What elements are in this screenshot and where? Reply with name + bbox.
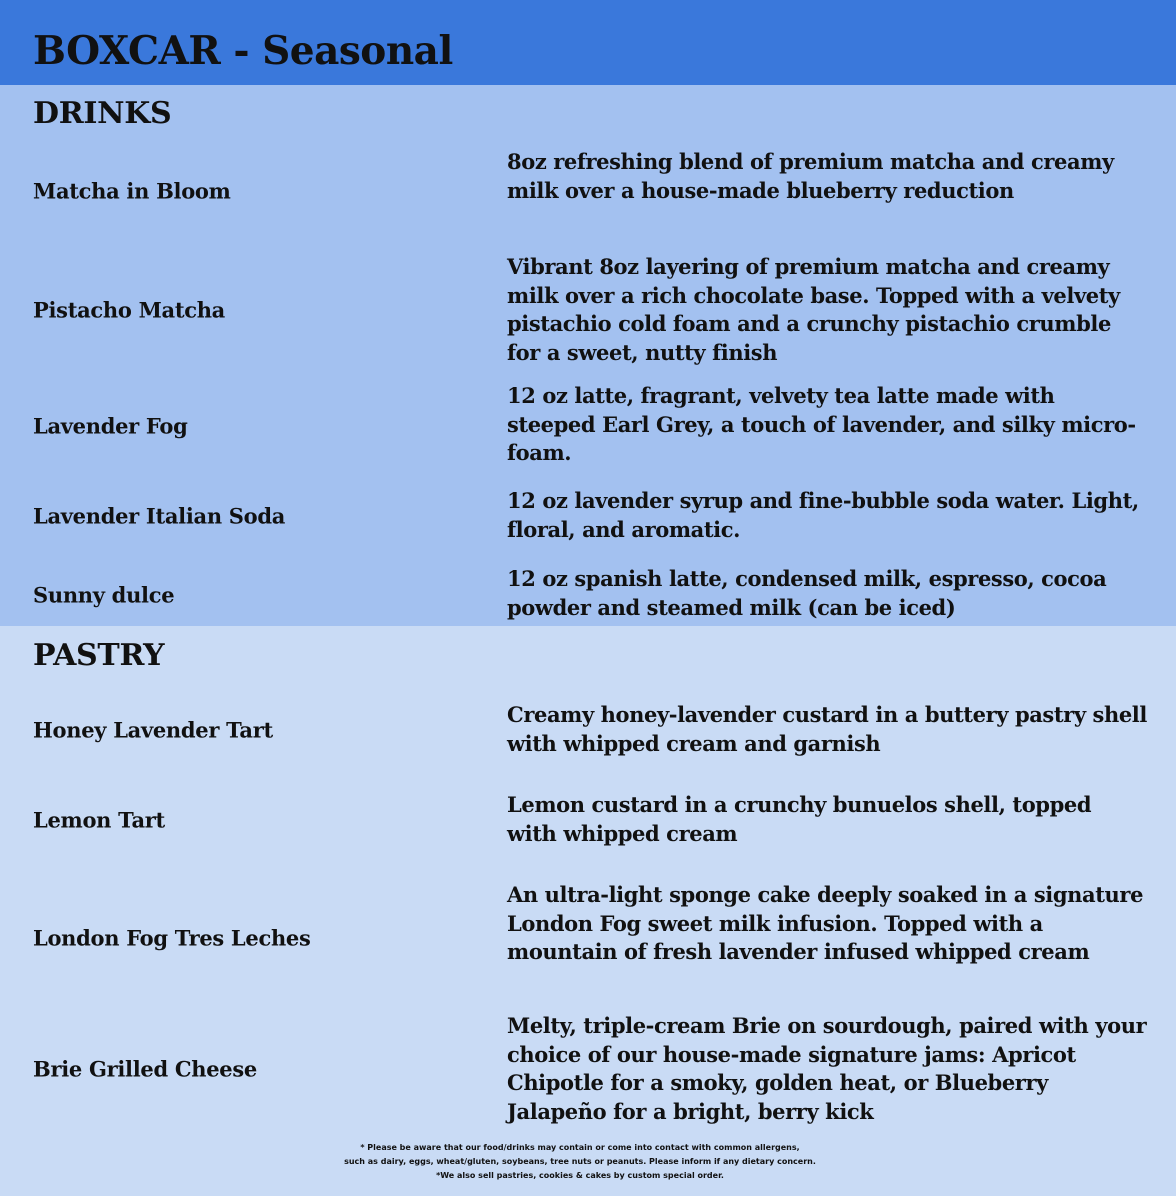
- allergen-footnote: [0, 1141, 1160, 1183]
- item-name: London Fog Tres Leches: [33, 925, 311, 951]
- item-description: Vibrant 8oz layering of premium matcha and creamy milk over a rich chocolate base. Topped with a velvety pistachio cold foam and a crunchy pistachio crumble for a sweet, nutty finish: [507, 254, 1120, 365]
- item-description: Melty, triple-cream Brie on sourdough, paired with your choice of our house-made signature jams: Apricot Chipotle for a smoky, golden heat, or Blueberry Jalapeño for a bright, berry kick: [507, 1013, 1147, 1124]
- item-name: Lavender Italian Soda: [33, 503, 286, 529]
- item-description: 12 oz latte, fragrant, velvety tea latte made with steeped Earl Grey, a touch of lavender, and silky micro-foam.: [507, 383, 1136, 465]
- item-name: Honey Lavender Tart: [33, 717, 273, 743]
- footnote-line: *We also sell pastries, cookies & cakes by custom special order.: [436, 1171, 724, 1180]
- drinks-heading: DRINKS: [33, 96, 172, 131]
- item-name: Pistacho Matcha: [33, 297, 225, 323]
- item-name: Lemon Tart: [33, 807, 165, 833]
- menu-title: BOXCAR - Seasonal: [33, 28, 453, 74]
- item-description: An ultra-light sponge cake deeply soaked in a signature London Fog sweet milk infusion. Topped with a mountain of fresh lavender infused whipped cream: [507, 882, 1144, 964]
- item-description: Lemon custard in a crunchy bunuelos shell, topped with whipped cream: [507, 792, 1092, 846]
- item-name: Sunny dulce: [33, 582, 175, 608]
- item-description: 8oz refreshing blend of premium matcha and creamy milk over a house-made blueberry reduction: [507, 149, 1114, 203]
- footnote-line: * Please be aware that our food/drinks may contain or come into contact with common allergens,: [360, 1143, 800, 1152]
- item-name: Matcha in Bloom: [33, 178, 231, 204]
- pastry-heading: PASTRY: [33, 638, 165, 673]
- item-description: 12 oz spanish latte, condensed milk, espresso, cocoa powder and steamed milk (can be iced): [507, 566, 1107, 620]
- item-name: Brie Grilled Cheese: [33, 1056, 257, 1082]
- footnote-line: such as dairy, eggs, wheat/gluten, soybeans, tree nuts or peanuts. Please inform if any dietary concern.: [344, 1157, 816, 1166]
- item-description: Creamy honey-lavender custard in a buttery pastry shell with whipped cream and garnish: [507, 702, 1147, 756]
- item-description: 12 oz lavender syrup and fine-bubble soda water. Light, floral, and aromatic.: [507, 488, 1139, 542]
- item-name: Lavender Fog: [33, 413, 188, 439]
- header-bar: [0, 0, 1176, 85]
